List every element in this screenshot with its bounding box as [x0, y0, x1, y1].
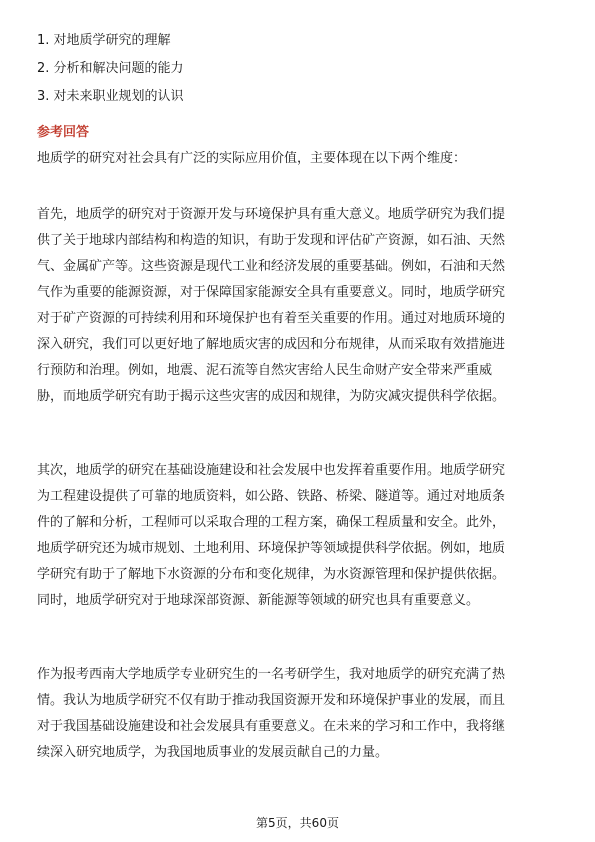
question-item: 1. 对地质学研究的理解 [37, 33, 171, 48]
paragraph-line: 地质学研究还为城市规划、土地利用、环境保护等领域提供科学依据。例如，地质 [37, 541, 506, 556]
intro-text: 地质学的研究对社会具有广泛的实际应用价值，主要体现在以下两个维度： [37, 151, 467, 166]
answer-heading: 参考回答 [37, 125, 90, 140]
paragraph-line: 其次，地质学的研究在基础设施建设和社会发展中也发挥着重要作用。地质学研究 [37, 463, 506, 478]
paragraph-line: 件的了解和分析，工程师可以采取合理的工程方案，确保工程质量和安全。此外， [37, 515, 506, 530]
paragraph-line: 同时，地质学研究对于地球深部资源、新能源等领域的研究也具有重要意义。 [37, 593, 480, 608]
paragraph-personal [37, 662, 559, 766]
paragraph-line: 续深入研究地质学，为我国地质事业的发展贡献自己的力量。 [37, 745, 389, 760]
paragraph-line: 深入研究，我们可以更好地了解地质灾害的成因和分布规律，从而采取有效措施进 [37, 337, 506, 352]
question-item: 2. 分析和解决问题的能力 [37, 61, 184, 76]
paragraph-line: 首先，地质学的研究对于资源开发与环境保护具有重大意义。地质学研究为我们提 [37, 207, 506, 222]
paragraph-line: 对于我国基础设施建设和社会发展具有重要意义。在未来的学习和工作中，我将继 [37, 719, 506, 734]
paragraph-line: 气作为重要的能源资源，对于保障国家能源安全具有重要意义。同时，地质学研究 [37, 285, 506, 300]
question-list [37, 32, 557, 116]
paragraph-line: 胁，而地质学研究有助于揭示这些灾害的成因和规律，为防灾减灾提供科学依据。 [37, 389, 506, 404]
paragraph-line: 气、金属矿产等。这些资源是现代工业和经济发展的重要基础。例如，石油和天然 [37, 259, 506, 274]
paragraph-resources [37, 202, 559, 410]
paragraph-line: 行预防和治理。例如，地震、泥石流等自然灾害给人民生命财产安全带来严重威 [37, 363, 493, 378]
paragraph-line: 作为报考西南大学地质学专业研究生的一名考研学生，我对地质学的研究充满了热 [37, 667, 506, 682]
paragraph-infrastructure [37, 458, 559, 614]
page-number-footer: 第5页，共60页 [256, 816, 339, 830]
paragraph-line: 为工程建设提供了可靠的地质资料，如公路、铁路、桥梁、隧道等。通过对地质条 [37, 489, 506, 504]
paragraph-line: 供了关于地球内部结构和构造的知识，有助于发现和评估矿产资源，如石油、天然 [37, 233, 506, 248]
paragraph-line: 对于矿产资源的可持续利用和环境保护也有着至关重要的作用。通过对地质环境的 [37, 311, 506, 326]
question-item: 3. 对未来职业规划的认识 [37, 89, 184, 104]
paragraph-line: 学研究有助于了解地下水资源的分布和变化规律，为水资源管理和保护提供依据。 [37, 567, 506, 582]
paragraph-line: 情。我认为地质学研究不仅有助于推动我国资源开发和环境保护事业的发展，而且 [37, 693, 506, 708]
